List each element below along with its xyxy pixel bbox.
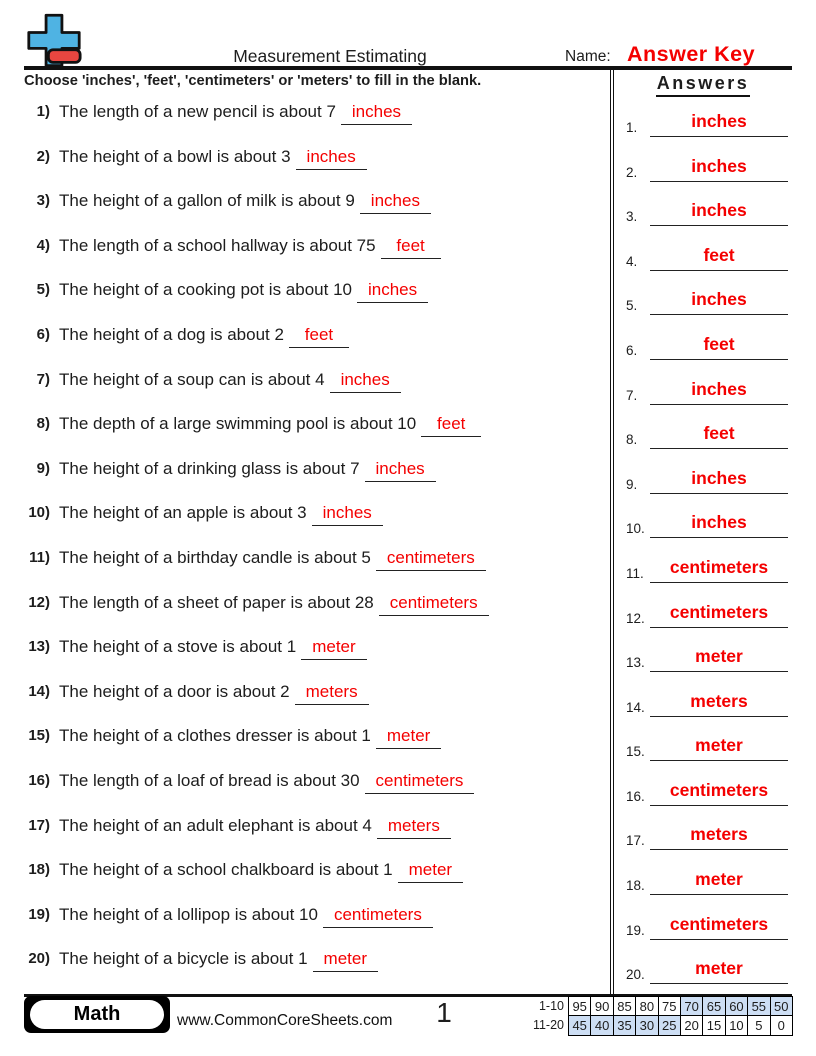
answer-row	[626, 763, 790, 808]
question-number: 9)	[36, 459, 50, 477]
answer-value: inches	[691, 467, 747, 488]
question-text: The height of a school chalkboard is about 1	[59, 860, 393, 880]
answer-row	[626, 139, 790, 184]
answer-key-value: Answer Key	[627, 42, 756, 66]
question-row	[24, 726, 609, 771]
question-row	[24, 593, 609, 638]
answer-line	[650, 512, 788, 538]
answer-number: 8.	[626, 432, 638, 448]
score-cell: 25	[658, 1015, 680, 1034]
score-cell: 90	[590, 996, 612, 1015]
answers-list	[626, 94, 790, 986]
score-cell: 85	[613, 996, 635, 1015]
answer-text: inches	[306, 146, 356, 166]
answer-text: centimeters	[375, 770, 464, 790]
question-row	[24, 102, 609, 147]
answer-row	[626, 317, 790, 362]
page-number: 1	[436, 997, 452, 1028]
answer-line	[650, 914, 788, 940]
answer-value: inches	[691, 289, 747, 310]
question-body	[59, 191, 431, 214]
question-row	[24, 637, 609, 682]
answer-text: centimeters	[386, 547, 475, 567]
answer-value: feet	[703, 333, 735, 354]
answer-value: inches	[691, 512, 747, 533]
answer-row	[626, 451, 790, 496]
answer-blank	[341, 102, 412, 125]
answer-number: 13.	[626, 655, 645, 671]
answer-row	[626, 362, 790, 407]
answer-row	[626, 585, 790, 630]
question-text: The length of a sheet of paper is about 28	[59, 592, 374, 612]
answer-number: 12.	[626, 610, 645, 626]
score-cell: 60	[725, 996, 747, 1015]
question-row	[24, 236, 609, 281]
score-cell: 95	[568, 996, 590, 1015]
answer-text: feet	[304, 324, 334, 344]
score-cell: 30	[635, 1015, 657, 1034]
score-cell: 10	[725, 1015, 747, 1034]
answer-value: meter	[695, 735, 743, 756]
answer-text: centimeters	[389, 592, 478, 612]
answer-row	[626, 228, 790, 273]
answer-line	[650, 780, 788, 806]
answer-number: 20.	[626, 967, 645, 983]
question-body	[59, 236, 441, 259]
answer-line	[650, 869, 788, 895]
question-text: The height of a gallon of milk is about 9	[59, 191, 355, 211]
answer-line	[650, 334, 788, 360]
question-row	[24, 147, 609, 192]
answer-text: inches	[367, 280, 418, 300]
answer-row	[626, 496, 790, 541]
question-body	[59, 147, 367, 170]
answer-number: 19.	[626, 922, 645, 938]
question-number: 4)	[36, 236, 50, 254]
question-text: The height of an adult elephant is about 4	[59, 815, 372, 835]
answer-value: meter	[695, 958, 743, 979]
answer-blank	[365, 771, 475, 794]
score-table	[568, 996, 793, 1036]
name-label: Name:	[565, 48, 611, 65]
answer-value: feet	[703, 244, 735, 265]
question-body	[59, 860, 463, 883]
question-row	[24, 191, 609, 236]
answer-blank	[379, 593, 489, 616]
score-cell: 0	[770, 1015, 792, 1034]
score-cell: 5	[747, 1015, 769, 1034]
question-text: The length of a school hallway is about 75	[59, 235, 376, 255]
answer-number: 10.	[626, 521, 645, 537]
answer-line	[650, 958, 788, 984]
question-text: The length of a new pencil is about 7	[59, 102, 336, 121]
answer-number: 7.	[626, 387, 638, 403]
answer-blank	[376, 726, 441, 749]
question-body	[59, 325, 349, 348]
answer-number: 17.	[626, 833, 645, 849]
answer-value: meters	[690, 824, 748, 845]
answer-line	[650, 557, 788, 583]
answer-line	[650, 245, 788, 271]
question-body	[59, 370, 401, 393]
answer-line	[650, 289, 788, 315]
score-cell: 75	[658, 996, 680, 1015]
answer-row	[626, 719, 790, 764]
answer-blank	[295, 682, 369, 705]
question-row	[24, 860, 609, 905]
answer-blank	[360, 191, 431, 214]
answer-text: centimeters	[333, 904, 422, 924]
answer-number: 2.	[626, 164, 638, 180]
question-number: 2)	[36, 147, 50, 165]
question-text: The height of a stove is about 1	[59, 637, 297, 657]
answer-blank	[296, 147, 367, 170]
answers-heading-wrap	[614, 73, 792, 97]
subject-label: Math	[30, 1000, 164, 1029]
question-body	[59, 280, 428, 303]
column-divider	[610, 69, 614, 994]
question-number: 13)	[28, 638, 50, 656]
question-row	[24, 949, 609, 994]
score-row1-label: 1-10	[538, 999, 564, 1013]
score-cell: 65	[702, 996, 724, 1015]
answer-row	[626, 674, 790, 719]
question-number: 16)	[28, 771, 50, 789]
answer-number: 11.	[626, 565, 644, 581]
question-number: 8)	[36, 415, 50, 433]
answer-line	[650, 691, 788, 717]
answer-value: feet	[703, 423, 735, 444]
page-title: Measurement Estimating	[233, 46, 427, 66]
question-body	[59, 593, 489, 616]
score-cell: 20	[680, 1015, 702, 1034]
answer-text: meter	[408, 860, 453, 880]
answer-number: 16.	[626, 788, 645, 804]
question-row	[24, 816, 609, 861]
question-body	[59, 459, 436, 482]
question-number: 12)	[28, 593, 50, 611]
answer-row	[626, 184, 790, 229]
score-cell: 70	[680, 996, 702, 1015]
question-text: The height of a bowl is about 3	[59, 146, 291, 166]
answer-value: centimeters	[669, 601, 769, 622]
answer-text: feet	[396, 235, 425, 255]
answer-blank	[398, 860, 463, 883]
question-row	[24, 325, 609, 370]
answer-text: meters	[305, 681, 358, 701]
answer-text: meter	[386, 726, 431, 746]
answer-blank	[323, 905, 433, 928]
answer-row	[626, 273, 790, 318]
question-row	[24, 370, 609, 415]
question-number: 5)	[36, 281, 50, 299]
question-number: 17)	[28, 816, 50, 834]
answer-blank	[313, 949, 378, 972]
question-body	[59, 637, 367, 660]
answer-row	[626, 852, 790, 897]
answer-number: 15.	[626, 744, 645, 760]
answer-value: meter	[695, 869, 743, 890]
answer-value: centimeters	[669, 779, 769, 800]
header-rule	[24, 66, 792, 70]
answer-number: 3.	[626, 209, 638, 225]
answer-number: 18.	[626, 878, 645, 894]
question-text: The height of a soup can is about 4	[59, 369, 325, 389]
answer-row	[626, 942, 790, 987]
answer-row	[626, 808, 790, 853]
question-row	[24, 771, 609, 816]
question-text: The height of a drinking glass is about 7	[59, 458, 360, 478]
answer-value: inches	[691, 110, 747, 131]
answer-blank	[377, 816, 451, 839]
question-row	[24, 503, 609, 548]
answer-text: inches	[351, 102, 402, 121]
question-row	[24, 548, 609, 593]
question-text: The height of a clothes dresser is about 1	[59, 726, 371, 746]
answer-row	[626, 630, 790, 675]
answer-blank	[301, 637, 366, 660]
question-body	[59, 682, 369, 705]
website-text: www.CommonCoreSheets.com	[177, 1012, 393, 1029]
question-text: The height of a cooking pot is about 10	[59, 280, 352, 300]
answer-number: 14.	[626, 699, 645, 715]
questions-list	[24, 102, 609, 994]
score-cell: 55	[747, 996, 769, 1015]
answer-value: meters	[690, 690, 748, 711]
question-text: The length of a loaf of bread is about 30	[59, 770, 360, 790]
answer-text: meter	[323, 949, 368, 969]
question-body	[59, 816, 451, 839]
instruction-text: Choose 'inches', 'feet', 'centimeters' or 'meters' to fill in the blank.	[24, 73, 482, 89]
question-row	[24, 682, 609, 727]
score-row2-label: 11-20	[532, 1018, 564, 1032]
answer-value: meter	[695, 646, 743, 667]
score-cell: 40	[590, 1015, 612, 1034]
question-number: 7)	[36, 370, 50, 388]
answer-line	[650, 735, 788, 761]
answer-text: meter	[312, 637, 356, 657]
answer-blank	[365, 459, 436, 482]
question-body	[59, 503, 383, 526]
score-cell: 35	[613, 1015, 635, 1034]
answer-number: 4.	[626, 253, 638, 269]
answer-line	[650, 468, 788, 494]
question-number: 18)	[28, 861, 50, 879]
answer-line	[650, 423, 788, 449]
answer-text: feet	[437, 414, 466, 434]
answer-text: inches	[322, 503, 372, 523]
question-body	[59, 771, 474, 794]
answer-row	[626, 897, 790, 942]
answer-number: 6.	[626, 342, 638, 358]
subject-badge	[24, 996, 170, 1033]
answer-blank	[421, 414, 481, 437]
question-number: 14)	[28, 682, 50, 700]
question-row	[24, 459, 609, 504]
question-row	[24, 414, 609, 459]
question-row	[24, 280, 609, 325]
answer-text: inches	[375, 458, 425, 478]
question-text: The depth of a large swimming pool is about 10	[59, 414, 417, 434]
answer-blank	[312, 503, 383, 526]
question-number: 15)	[28, 727, 50, 745]
score-cell: 15	[702, 1015, 724, 1034]
answer-text: inches	[370, 191, 420, 211]
answer-line	[650, 602, 788, 628]
question-number: 6)	[36, 325, 50, 343]
score-cell: 50	[770, 996, 792, 1015]
question-number: 20)	[28, 950, 50, 968]
answer-row	[626, 94, 790, 139]
question-number: 11)	[29, 548, 50, 566]
answer-text: meters	[387, 815, 440, 835]
question-body	[59, 414, 481, 437]
answer-number: 1.	[626, 119, 638, 135]
answer-line	[650, 200, 788, 226]
answer-number: 9.	[626, 476, 638, 492]
score-cell: 80	[635, 996, 657, 1015]
answer-blank	[330, 370, 401, 393]
answer-blank	[381, 236, 441, 259]
answer-number: 5.	[626, 298, 638, 314]
answer-line	[650, 824, 788, 850]
answer-value: inches	[691, 200, 747, 221]
answer-line	[650, 646, 788, 672]
question-text: The height of a birthday candle is about 5	[59, 547, 371, 567]
answer-value: inches	[691, 155, 747, 176]
answer-value: centimeters	[669, 913, 769, 934]
question-number: 1)	[36, 103, 50, 120]
question-text: The height of a bicycle is about 1	[59, 949, 308, 969]
question-text: The height of an apple is about 3	[59, 503, 307, 523]
answer-value: inches	[691, 378, 747, 399]
answer-blank	[357, 280, 428, 303]
score-cell: 45	[568, 1015, 590, 1034]
answer-blank	[376, 548, 486, 571]
answer-row	[626, 540, 790, 585]
question-text: The height of a lollipop is about 10	[59, 904, 318, 924]
answer-line	[650, 111, 788, 137]
question-number: 10)	[28, 504, 50, 522]
answer-line	[650, 156, 788, 182]
question-text: The height of a door is about 2	[59, 681, 290, 701]
question-body	[59, 905, 433, 928]
answer-text: inches	[340, 369, 390, 389]
question-body	[59, 726, 441, 749]
question-number: 19)	[28, 905, 50, 923]
answers-heading: Answers	[656, 73, 751, 97]
question-text: The height of a dog is about 2	[59, 324, 284, 344]
question-row	[24, 905, 609, 950]
answer-line	[650, 379, 788, 405]
answer-blank	[289, 325, 349, 348]
question-number: 3)	[36, 192, 50, 210]
answer-value: centimeters	[669, 556, 769, 577]
answer-row	[626, 407, 790, 452]
question-body	[59, 102, 412, 125]
question-body	[59, 548, 486, 571]
question-body	[59, 949, 378, 972]
